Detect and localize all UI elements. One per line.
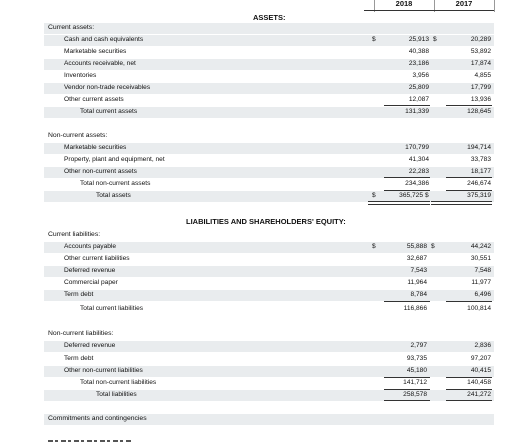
value-2017: 97,207 [470, 355, 491, 362]
value-2018: 93,735 [406, 355, 427, 362]
row-label: Other current assets [64, 96, 124, 103]
value-2017: 194,714 [467, 144, 491, 151]
current-assets-heading: Current assets: [48, 24, 95, 31]
value-2018: 258,578 [403, 391, 427, 398]
value-2018: 55,888 [406, 243, 427, 250]
row-label: Marketable securities [64, 144, 127, 151]
value-2017: 17,874 [470, 60, 491, 67]
value-2018: 12,087 [408, 96, 429, 103]
value-2017: 33,783 [470, 156, 491, 163]
row-label: Other current liabilities [64, 255, 130, 262]
row-label: Total assets [96, 192, 131, 199]
value-2017: 140,458 [467, 379, 491, 386]
subtotal-rule [384, 400, 430, 401]
total-double-rule [368, 201, 430, 205]
row-label: Inventories [64, 72, 97, 79]
value-2018: 141,712 [403, 379, 427, 386]
dollar-sign: $ [433, 36, 437, 43]
header-rule [364, 10, 494, 11]
subtotal-rule [446, 377, 492, 378]
row-label: Commercial paper [64, 279, 118, 286]
value-2017: 13,936 [470, 96, 491, 103]
value-2017: 7,548 [474, 267, 491, 274]
value-2018: 41,304 [408, 156, 429, 163]
value-2018: 116,866 [403, 305, 427, 312]
total-double-rule [431, 201, 492, 205]
value-2018: 32,687 [406, 255, 427, 262]
subtotal-rule [384, 177, 430, 178]
value-2017: 53,892 [470, 48, 491, 55]
value-2018: 25,913 [408, 36, 429, 43]
row-label: Accounts payable [64, 243, 117, 250]
value-2017: 4,855 [474, 72, 491, 79]
year-header-2017: 2017 [455, 0, 473, 8]
subtotal-rule [446, 400, 492, 401]
value-2017: 44,242 [470, 243, 491, 250]
row-label: Other non-current liabilities [64, 367, 143, 374]
cut-off-text-fragment [48, 437, 132, 442]
value-2018: 3,956 [412, 72, 429, 79]
value-2017: 2,836 [474, 342, 491, 349]
value-2018: 8,784 [410, 291, 427, 298]
liabilities-title: LIABILITIES AND SHAREHOLDERS' EQUITY: [186, 217, 346, 226]
value-2017: 241,272 [467, 391, 491, 398]
row-label: Term debt [64, 355, 94, 362]
value-2018: 25,809 [408, 84, 429, 91]
noncurrent-liabilities-heading: Non-current liabilities: [48, 330, 114, 337]
value-2018: 23,186 [408, 60, 429, 67]
value-2017: 246,674 [467, 180, 491, 187]
value-2017: 40,415 [470, 367, 491, 374]
value-2018: 7,543 [410, 267, 427, 274]
subtotal-rule [446, 177, 492, 178]
value-2017: 11,977 [471, 279, 491, 286]
subtotal-rule [446, 105, 492, 106]
dollar-sign: $ [425, 192, 429, 199]
row-label: Deferred revenue [64, 342, 116, 349]
subtotal-rule [384, 301, 430, 302]
row-label: Cash and cash equivalents [64, 36, 144, 43]
section-band [44, 23, 494, 34]
value-2018: 2,797 [410, 342, 427, 349]
value-2017: 100,814 [467, 305, 491, 312]
value-2018: 234,386 [405, 180, 429, 187]
value-2017: 20,289 [470, 36, 491, 43]
row-label: Total current assets [80, 108, 138, 115]
value-2018: 22,283 [408, 168, 429, 175]
value-2017: 18,177 [470, 168, 491, 175]
row-label: Property, plant and equipment, net [64, 156, 165, 163]
value-2017: 30,551 [470, 255, 491, 262]
value-2018: 365,725 [399, 192, 423, 199]
row-label: Marketable securities [64, 48, 127, 55]
row-label: Total liabilities [96, 391, 137, 398]
row-label: Deferred revenue [64, 267, 116, 274]
value-2018: 45,180 [406, 367, 427, 374]
value-2018: 170,799 [405, 144, 429, 151]
value-2018: 40,388 [408, 48, 429, 55]
dollar-sign: $ [372, 36, 376, 43]
row-label: Accounts receivable, net [64, 60, 136, 67]
dollar-sign: $ [431, 243, 435, 250]
noncurrent-assets-heading: Non-current assets: [48, 132, 108, 139]
dollar-sign: $ [372, 192, 376, 199]
row-label: Total current liabilities [80, 305, 144, 312]
subtotal-rule [384, 105, 430, 106]
row-label: Vendor non-trade receivables [64, 84, 151, 91]
value-2017: 6,496 [474, 291, 491, 298]
value-2018: 11,964 [407, 279, 427, 286]
value-2017: 375,319 [467, 192, 491, 199]
commitments-label: Commitments and contingencies [48, 415, 147, 422]
subtotal-rule [446, 301, 492, 302]
value-2017: 17,799 [470, 84, 491, 91]
dollar-sign: $ [372, 243, 376, 250]
row-label: Total non-current assets [80, 180, 151, 187]
year-header-2018: 2018 [395, 0, 413, 8]
value-2018: 131,339 [405, 108, 429, 115]
value-2017: 128,645 [467, 108, 491, 115]
column-divider [494, 0, 495, 12]
current-liabilities-heading: Current liabilities: [48, 231, 101, 238]
row-label: Other non-current assets [64, 168, 137, 175]
row-label: Term debt [64, 291, 94, 298]
row-label: Total non-current liabilities [80, 379, 157, 386]
subtotal-rule [384, 377, 430, 378]
assets-title: ASSETS: [253, 13, 286, 22]
